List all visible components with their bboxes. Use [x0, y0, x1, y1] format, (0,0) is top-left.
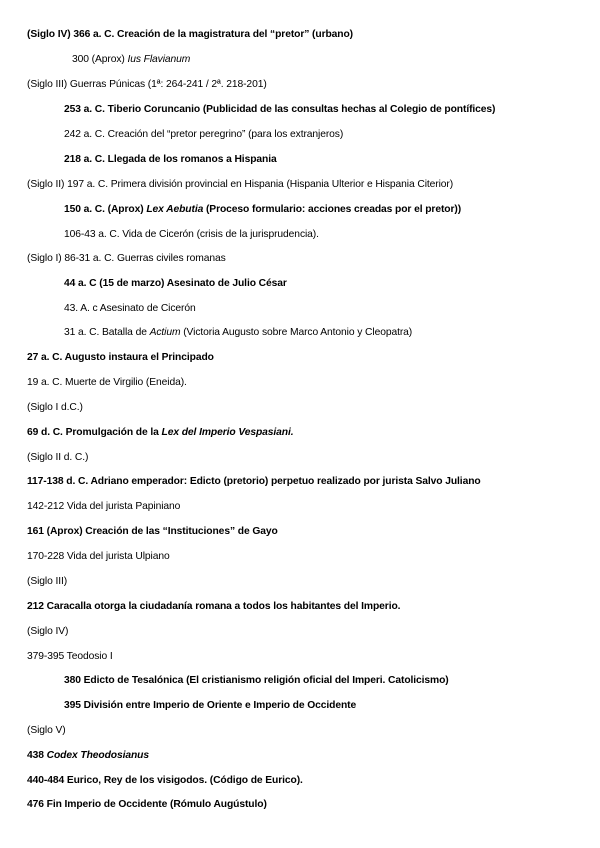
timeline-entry — [64, 326, 412, 339]
entry-text: (Siglo II d. C.) — [27, 452, 89, 463]
entry-text: 212 Caracalla otorga la ciudadanía romana a todos los habitantes del Imperio. — [27, 601, 401, 612]
entry-text: Ius Flavianum — [127, 54, 191, 65]
entry-text: (Proceso formulario: acciones creadas por el pretor)) — [203, 204, 462, 215]
entry-text: Actium — [149, 327, 181, 338]
entry-text: 379-395 Teodosio I — [27, 651, 113, 662]
entry-text: 69 d. C. Promulgación de la — [27, 427, 162, 438]
timeline-entry — [27, 351, 214, 364]
entry-text: (Siglo III) — [27, 576, 68, 587]
entry-text: 300 (Aprox) — [72, 54, 128, 65]
entry-text: (Victoria Augusto sobre Marco Antonio y Cleopatra) — [180, 327, 413, 338]
timeline-entry — [27, 550, 170, 563]
entry-text: (Siglo II) 197 a. C. Primera división provincial en Hispania (Hispania Ulterior e Hispania Citerior) — [27, 179, 454, 190]
timeline-entry — [64, 302, 196, 315]
entry-text: 106-43 a. C. Vida de Cicerón (crisis de la jurisprudencia). — [64, 229, 319, 240]
timeline-entry — [27, 749, 149, 762]
timeline-entry — [64, 203, 461, 216]
timeline-entry — [27, 798, 267, 811]
timeline-entry — [64, 228, 319, 241]
entry-text: 438 — [27, 750, 47, 761]
timeline-entry — [27, 475, 481, 488]
entry-text: 19 a. C. Muerte de Virgilio (Eneida). — [27, 377, 187, 388]
entry-text: 395 División entre Imperio de Oriente e Imperio de Occidente — [64, 700, 357, 711]
entry-text: 253 a. C. Tiberio Coruncanio (Publicidad de las consultas hechas al Colegio de pontífices) — [64, 104, 496, 115]
entry-text: Lex del Imperio Vespasiani. — [161, 427, 294, 438]
timeline-entry — [27, 525, 278, 538]
entry-text: 242 a. C. Creación del “pretor peregrino” (para los extranjeros) — [64, 129, 344, 140]
timeline-entry — [27, 376, 187, 389]
entry-text: (Siglo III) Guerras Púnicas (1ª: 264-241 / 2ª. 218-201) — [27, 79, 267, 90]
timeline-entry — [64, 153, 277, 166]
timeline-entry — [27, 774, 303, 787]
timeline-entry — [27, 252, 226, 265]
timeline-entry — [27, 625, 68, 638]
entry-text: (Siglo IV) 366 a. C. Creación de la magistratura del “pretor” (urbano) — [27, 29, 354, 40]
entry-text: 142-212 Vida del jurista Papiniano — [27, 501, 181, 512]
timeline-entry — [27, 575, 67, 588]
entry-text: 170-228 Vida del jurista Ulpiano — [27, 551, 170, 562]
timeline-entry — [27, 724, 66, 737]
timeline-entry — [27, 401, 83, 414]
entry-text: 27 a. C. Augusto instaura el Principado — [27, 352, 214, 363]
entry-text: 31 a. C. Batalla de — [64, 327, 150, 338]
timeline-entry — [27, 426, 294, 439]
entry-text: 44 a. C (15 de marzo) Asesinato de Julio César — [64, 278, 287, 289]
timeline-entry — [27, 650, 113, 663]
entry-text: 218 a. C. Llegada de los romanos a Hispania — [64, 154, 277, 165]
entry-text: 380 Edicto de Tesalónica (El cristianismo religión oficial del Imperi. Catolicismo) — [64, 675, 449, 686]
entry-text: (Siglo I) 86-31 a. C. Guerras civiles romanas — [27, 253, 226, 264]
timeline-entry — [27, 28, 353, 41]
entry-text: 150 a. C. (Aprox) — [64, 204, 147, 215]
timeline-entry — [64, 103, 495, 116]
entry-text: 161 (Aprox) Creación de las “Instituciones” de Gayo — [27, 526, 278, 537]
entry-text: Lex Aebutia — [146, 204, 204, 215]
entry-text: (Siglo I d.C.) — [27, 402, 83, 413]
timeline-entry — [27, 78, 267, 91]
timeline-entry — [27, 451, 88, 464]
timeline-entry — [72, 53, 190, 66]
timeline-entry — [64, 674, 449, 687]
timeline-entry — [27, 500, 180, 513]
entry-text: 440-484 Eurico, Rey de los visigodos. (Código de Eurico). — [27, 775, 303, 786]
timeline-entry — [64, 699, 356, 712]
timeline-entry — [64, 128, 343, 141]
timeline-entry — [64, 277, 287, 290]
timeline-entry — [27, 178, 453, 191]
entry-text: (Siglo V) — [27, 725, 66, 736]
entry-text: Codex Theodosianus — [46, 750, 149, 761]
entry-text: 117-138 d. C. Adriano emperador: Edicto (pretorio) perpetuo realizado por jurista Salvo Juliano — [27, 476, 481, 487]
entry-text: (Siglo IV) — [27, 626, 69, 637]
entry-text: 476 Fin Imperio de Occidente (Rómulo Augústulo) — [27, 799, 267, 810]
entry-text: 43. A. c Asesinato de Cicerón — [64, 303, 196, 314]
timeline-entry — [27, 600, 400, 613]
